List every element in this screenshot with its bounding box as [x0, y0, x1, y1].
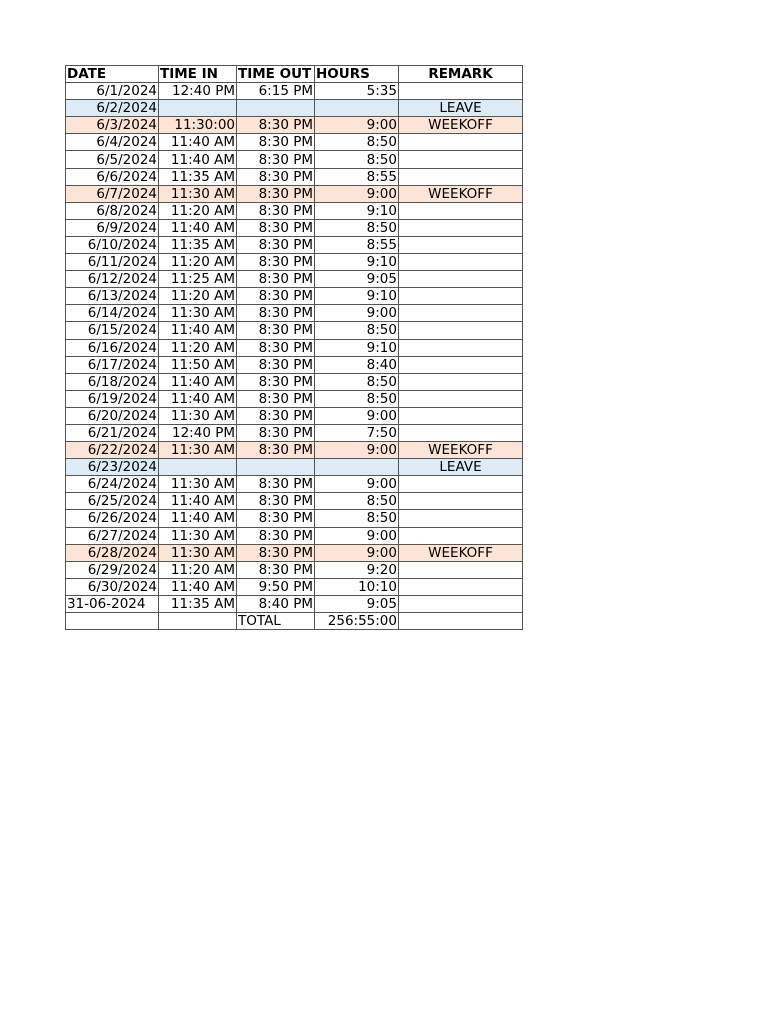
time-in-cell[interactable] [159, 100, 237, 117]
time-out-cell[interactable]: 8:30 PM [237, 544, 315, 561]
time-in-cell[interactable]: 11:40 AM [159, 151, 237, 168]
remark-cell[interactable] [399, 305, 523, 322]
date-cell[interactable]: 6/24/2024 [66, 476, 159, 493]
hours-cell[interactable]: 8:50 [315, 151, 399, 168]
date-cell[interactable]: 6/9/2024 [66, 219, 159, 236]
date-cell[interactable]: 6/16/2024 [66, 339, 159, 356]
remark-cell[interactable] [399, 236, 523, 253]
date-cell[interactable]: 6/20/2024 [66, 407, 159, 424]
hours-cell[interactable]: 9:10 [315, 202, 399, 219]
header-remark[interactable]: REMARK [399, 66, 523, 83]
time-out-cell[interactable]: 8:30 PM [237, 424, 315, 441]
table-row [66, 561, 523, 578]
date-cell[interactable]: 6/3/2024 [66, 117, 159, 134]
table-row [66, 459, 523, 476]
table-row [66, 202, 523, 219]
remark-cell[interactable]: LEAVE [399, 459, 523, 476]
time-in-cell[interactable]: 11:30:00 [159, 117, 237, 134]
date-cell[interactable]: 6/30/2024 [66, 578, 159, 595]
table-row [66, 373, 523, 390]
remark-cell[interactable] [399, 407, 523, 424]
hours-cell[interactable]: 8:50 [315, 493, 399, 510]
time-out-cell[interactable]: 8:30 PM [237, 254, 315, 271]
hours-cell[interactable]: 8:55 [315, 236, 399, 253]
time-in-cell[interactable]: 11:40 AM [159, 219, 237, 236]
date-cell[interactable]: 6/18/2024 [66, 373, 159, 390]
time-in-cell[interactable]: 11:20 AM [159, 339, 237, 356]
time-out-cell[interactable]: 8:30 PM [237, 305, 315, 322]
time-in-cell[interactable]: 11:20 AM [159, 288, 237, 305]
header-time-in[interactable]: TIME IN [159, 66, 237, 83]
date-cell[interactable]: 6/2/2024 [66, 100, 159, 117]
date-cell[interactable]: 31-06-2024 [66, 595, 159, 612]
hours-cell[interactable] [315, 459, 399, 476]
remark-cell[interactable] [399, 151, 523, 168]
attendance-table [65, 65, 523, 630]
date-cell[interactable]: 6/21/2024 [66, 424, 159, 441]
total-empty-cell[interactable] [159, 613, 237, 630]
date-cell[interactable]: 6/15/2024 [66, 322, 159, 339]
table-row [66, 322, 523, 339]
time-out-cell[interactable]: 8:30 PM [237, 219, 315, 236]
date-cell[interactable]: 6/27/2024 [66, 527, 159, 544]
table-row [66, 134, 523, 151]
time-out-cell[interactable]: 8:30 PM [237, 271, 315, 288]
remark-cell[interactable] [399, 202, 523, 219]
hours-cell[interactable]: 9:00 [315, 117, 399, 134]
time-in-cell[interactable]: 11:20 AM [159, 254, 237, 271]
table-row [66, 168, 523, 185]
date-cell[interactable]: 6/19/2024 [66, 390, 159, 407]
table-row [66, 271, 523, 288]
hours-cell[interactable]: 8:55 [315, 168, 399, 185]
remark-cell[interactable] [399, 390, 523, 407]
date-cell[interactable]: 6/28/2024 [66, 544, 159, 561]
hours-cell[interactable]: 9:05 [315, 595, 399, 612]
hours-cell[interactable]: 8:50 [315, 134, 399, 151]
remark-cell[interactable] [399, 595, 523, 612]
table-row [66, 390, 523, 407]
remark-cell[interactable]: LEAVE [399, 100, 523, 117]
remark-cell[interactable]: WEEKOFF [399, 185, 523, 202]
remark-cell[interactable] [399, 510, 523, 527]
time-out-cell[interactable]: 8:30 PM [237, 373, 315, 390]
hours-cell[interactable]: 10:10 [315, 578, 399, 595]
time-out-cell[interactable]: 8:30 PM [237, 407, 315, 424]
date-cell[interactable]: 6/5/2024 [66, 151, 159, 168]
table-row [66, 578, 523, 595]
date-cell[interactable]: 6/25/2024 [66, 493, 159, 510]
time-in-cell[interactable] [159, 459, 237, 476]
time-in-cell[interactable]: 11:40 AM [159, 373, 237, 390]
table-row [66, 100, 523, 117]
remark-cell[interactable] [399, 322, 523, 339]
hours-cell[interactable]: 8:50 [315, 322, 399, 339]
time-in-cell[interactable]: 11:50 AM [159, 356, 237, 373]
date-cell[interactable]: 6/14/2024 [66, 305, 159, 322]
date-cell[interactable]: 6/13/2024 [66, 288, 159, 305]
hours-cell[interactable]: 9:10 [315, 254, 399, 271]
time-out-cell[interactable]: 8:30 PM [237, 339, 315, 356]
time-in-cell[interactable]: 12:40 PM [159, 83, 237, 100]
time-in-cell[interactable]: 11:40 AM [159, 322, 237, 339]
table-row [66, 407, 523, 424]
hours-cell[interactable]: 8:50 [315, 510, 399, 527]
total-empty-cell[interactable] [66, 613, 159, 630]
time-in-cell[interactable]: 11:30 AM [159, 185, 237, 202]
time-out-cell[interactable]: 8:30 PM [237, 493, 315, 510]
table-body [66, 83, 523, 613]
time-out-cell[interactable]: 9:50 PM [237, 578, 315, 595]
time-in-cell[interactable]: 11:35 AM [159, 168, 237, 185]
total-row [66, 613, 523, 630]
hours-cell[interactable]: 8:50 [315, 219, 399, 236]
remark-cell[interactable] [399, 168, 523, 185]
hours-cell[interactable]: 9:05 [315, 271, 399, 288]
hours-cell[interactable]: 9:00 [315, 527, 399, 544]
table-row [66, 544, 523, 561]
time-in-cell[interactable]: 12:40 PM [159, 424, 237, 441]
time-out-cell[interactable]: 8:30 PM [237, 168, 315, 185]
time-in-cell[interactable]: 11:20 AM [159, 561, 237, 578]
time-in-cell[interactable]: 11:30 AM [159, 527, 237, 544]
header-time-out[interactable]: TIME OUT [237, 66, 315, 83]
remark-cell[interactable] [399, 134, 523, 151]
remark-cell[interactable]: WEEKOFF [399, 442, 523, 459]
table-row [66, 442, 523, 459]
remark-cell[interactable] [399, 356, 523, 373]
time-out-cell[interactable]: 8:30 PM [237, 236, 315, 253]
time-in-cell[interactable]: 11:40 AM [159, 578, 237, 595]
table-row [66, 339, 523, 356]
hours-cell[interactable]: 8:50 [315, 390, 399, 407]
header-date[interactable]: DATE [66, 66, 159, 83]
time-out-cell[interactable]: 8:30 PM [237, 561, 315, 578]
hours-cell[interactable]: 9:00 [315, 407, 399, 424]
date-cell[interactable]: 6/23/2024 [66, 459, 159, 476]
time-in-cell[interactable]: 11:30 AM [159, 544, 237, 561]
remark-cell[interactable] [399, 288, 523, 305]
remark-cell[interactable] [399, 578, 523, 595]
remark-cell[interactable]: WEEKOFF [399, 117, 523, 134]
date-cell[interactable]: 6/8/2024 [66, 202, 159, 219]
hours-cell[interactable]: 5:35 [315, 83, 399, 100]
time-out-cell[interactable]: 8:40 PM [237, 595, 315, 612]
remark-cell[interactable] [399, 271, 523, 288]
time-in-cell[interactable]: 11:20 AM [159, 202, 237, 219]
time-out-cell[interactable]: 8:30 PM [237, 151, 315, 168]
date-cell[interactable]: 6/12/2024 [66, 271, 159, 288]
header-row [66, 66, 523, 83]
time-out-cell[interactable]: 8:30 PM [237, 476, 315, 493]
time-out-cell[interactable]: 8:30 PM [237, 117, 315, 134]
time-out-cell[interactable]: 8:30 PM [237, 202, 315, 219]
table-row [66, 476, 523, 493]
time-out-cell[interactable] [237, 459, 315, 476]
time-out-cell[interactable]: 8:30 PM [237, 442, 315, 459]
remark-cell[interactable] [399, 424, 523, 441]
remark-cell[interactable] [399, 493, 523, 510]
time-out-cell[interactable]: 6:15 PM [237, 83, 315, 100]
remark-cell[interactable] [399, 219, 523, 236]
hours-cell[interactable]: 9:10 [315, 339, 399, 356]
table-row [66, 151, 523, 168]
time-in-cell[interactable]: 11:35 AM [159, 595, 237, 612]
date-cell[interactable]: 6/7/2024 [66, 185, 159, 202]
date-cell[interactable]: 6/29/2024 [66, 561, 159, 578]
table-row [66, 595, 523, 612]
time-in-cell[interactable]: 11:40 AM [159, 510, 237, 527]
time-out-cell[interactable]: 8:30 PM [237, 322, 315, 339]
date-cell[interactable]: 6/1/2024 [66, 83, 159, 100]
table-row [66, 185, 523, 202]
time-in-cell[interactable]: 11:30 AM [159, 476, 237, 493]
table-row [66, 83, 523, 100]
date-cell[interactable]: 6/4/2024 [66, 134, 159, 151]
time-in-cell[interactable]: 11:40 AM [159, 134, 237, 151]
table-row [66, 510, 523, 527]
time-in-cell[interactable]: 11:40 AM [159, 493, 237, 510]
hours-cell[interactable]: 9:00 [315, 305, 399, 322]
table-row [66, 424, 523, 441]
hours-cell[interactable]: 9:00 [315, 544, 399, 561]
table-row [66, 288, 523, 305]
time-out-cell[interactable]: 8:30 PM [237, 288, 315, 305]
time-in-cell[interactable]: 11:30 AM [159, 407, 237, 424]
time-in-cell[interactable]: 11:40 AM [159, 390, 237, 407]
table-row [66, 305, 523, 322]
remark-cell[interactable] [399, 561, 523, 578]
hours-cell[interactable] [315, 100, 399, 117]
table-row [66, 254, 523, 271]
time-out-cell[interactable] [237, 100, 315, 117]
table-row [66, 356, 523, 373]
table-row [66, 117, 523, 134]
table-row [66, 493, 523, 510]
table-row [66, 236, 523, 253]
time-out-cell[interactable]: 8:30 PM [237, 510, 315, 527]
time-in-cell[interactable]: 11:25 AM [159, 271, 237, 288]
hours-cell[interactable]: 9:00 [315, 442, 399, 459]
hours-cell[interactable]: 9:10 [315, 288, 399, 305]
remark-cell[interactable]: WEEKOFF [399, 544, 523, 561]
date-cell[interactable]: 6/22/2024 [66, 442, 159, 459]
date-cell[interactable]: 6/11/2024 [66, 254, 159, 271]
date-cell[interactable]: 6/6/2024 [66, 168, 159, 185]
time-out-cell[interactable]: 8:30 PM [237, 527, 315, 544]
remark-cell[interactable] [399, 476, 523, 493]
date-cell[interactable]: 6/26/2024 [66, 510, 159, 527]
hours-cell[interactable]: 9:00 [315, 185, 399, 202]
remark-cell[interactable] [399, 83, 523, 100]
table-row [66, 219, 523, 236]
total-empty-cell[interactable] [399, 613, 523, 630]
hours-cell[interactable]: 8:40 [315, 356, 399, 373]
time-out-cell[interactable]: 8:30 PM [237, 390, 315, 407]
time-in-cell[interactable]: 11:35 AM [159, 236, 237, 253]
time-out-cell[interactable]: 8:30 PM [237, 356, 315, 373]
time-in-cell[interactable]: 11:30 AM [159, 305, 237, 322]
hours-cell[interactable]: 7:50 [315, 424, 399, 441]
remark-cell[interactable] [399, 373, 523, 390]
table-row [66, 527, 523, 544]
hours-cell[interactable]: 9:20 [315, 561, 399, 578]
hours-cell[interactable]: 9:00 [315, 476, 399, 493]
date-cell[interactable]: 6/10/2024 [66, 236, 159, 253]
time-out-cell[interactable]: 8:30 PM [237, 185, 315, 202]
date-cell[interactable]: 6/17/2024 [66, 356, 159, 373]
header-hours[interactable]: HOURS [315, 66, 399, 83]
time-out-cell[interactable]: 8:30 PM [237, 134, 315, 151]
time-in-cell[interactable]: 11:30 AM [159, 442, 237, 459]
hours-cell[interactable]: 8:50 [315, 373, 399, 390]
remark-cell[interactable] [399, 254, 523, 271]
remark-cell[interactable] [399, 527, 523, 544]
remark-cell[interactable] [399, 339, 523, 356]
total-hours-value[interactable]: 256:55:00 [315, 613, 399, 630]
total-label[interactable]: TOTAL [237, 613, 315, 630]
